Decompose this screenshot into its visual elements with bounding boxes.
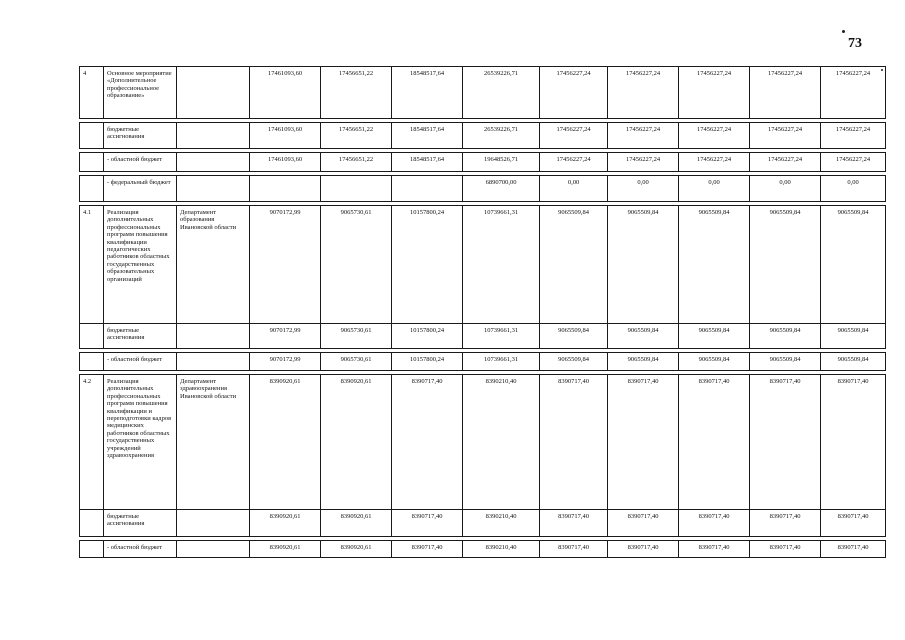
row-value-cell: 8390717,40 xyxy=(821,541,886,558)
row-label-cell: - областной бюджет xyxy=(104,353,177,371)
row-department-cell xyxy=(177,510,250,537)
row-value-cell: 8390717,40 xyxy=(540,510,608,537)
row-value-cell: 17461093,60 xyxy=(250,123,321,149)
row-value-cell: 9065509,84 xyxy=(821,206,886,324)
row-value-cell: 19648526,71 xyxy=(463,153,540,172)
row-value-cell: 8390210,40 xyxy=(463,541,540,558)
row-label-cell: Реализация дополнительных профессиональных программ повышения квалификации и переподготовки кадров медицинских работников областных государственных учреждений здравоохранения xyxy=(104,375,177,510)
table-row xyxy=(80,153,886,172)
row-label-cell: - областной бюджет xyxy=(104,541,177,558)
row-value-cell: 9065509,84 xyxy=(679,353,750,371)
row-value-cell: 10739661,31 xyxy=(463,353,540,371)
row-value-cell: 8390717,40 xyxy=(540,375,608,510)
scan-speck xyxy=(842,30,845,33)
row-label-cell: Основное мероприятие «Дополнительное профессиональное образование» xyxy=(104,67,177,119)
row-value-cell: 0,00 xyxy=(750,176,821,202)
table-row xyxy=(80,206,886,324)
page-number: 73 xyxy=(848,36,862,51)
table-row xyxy=(80,123,886,149)
row-value-cell: 10157800,24 xyxy=(392,206,463,324)
table-row xyxy=(80,324,886,349)
row-index-cell xyxy=(80,353,104,371)
row-department-cell xyxy=(177,176,250,202)
row-value-cell: 0,00 xyxy=(679,176,750,202)
row-value-cell: 9065509,84 xyxy=(608,206,679,324)
row-value-cell: 0,00 xyxy=(821,176,886,202)
table-row xyxy=(80,67,886,119)
row-value-cell: 8390920,61 xyxy=(321,375,392,510)
table-row xyxy=(80,176,886,202)
row-department-cell xyxy=(177,67,250,119)
row-index-cell: 4.2 xyxy=(80,375,104,510)
row-value-cell: 8390717,40 xyxy=(821,375,886,510)
row-value-cell: 9070172,99 xyxy=(250,206,321,324)
row-value-cell: 8390210,40 xyxy=(463,510,540,537)
row-value-cell: 17456227,24 xyxy=(679,123,750,149)
row-value-cell: 9065509,84 xyxy=(750,206,821,324)
row-value-cell: 8390920,61 xyxy=(250,375,321,510)
row-value-cell: 8390717,40 xyxy=(540,541,608,558)
row-department-cell: Департамент образования Ивановской области xyxy=(177,206,250,324)
row-value-cell: 17456227,24 xyxy=(750,123,821,149)
row-value-cell: 9065509,84 xyxy=(608,353,679,371)
row-value-cell: 17456227,24 xyxy=(821,153,886,172)
row-value-cell: 6890700,00 xyxy=(463,176,540,202)
row-label-cell: - федеральный бюджет xyxy=(104,176,177,202)
row-value-cell: 9065509,84 xyxy=(821,353,886,371)
row-value-cell: 9065509,84 xyxy=(679,324,750,349)
row-value-cell: 9070172,99 xyxy=(250,324,321,349)
row-value-cell: 8390717,40 xyxy=(608,375,679,510)
row-value-cell: 18548517,64 xyxy=(392,123,463,149)
table-row xyxy=(80,510,886,537)
row-department-cell xyxy=(177,324,250,349)
row-value-cell: 10739661,31 xyxy=(463,206,540,324)
row-value-cell: 8390920,61 xyxy=(250,510,321,537)
row-value-cell: 8390717,40 xyxy=(392,510,463,537)
row-value-cell: 10157800,24 xyxy=(392,324,463,349)
row-value-cell: 9065509,84 xyxy=(540,353,608,371)
row-index-cell xyxy=(80,153,104,172)
row-label-cell: бюджетные ассигнования xyxy=(104,123,177,149)
table-row xyxy=(80,353,886,371)
row-value-cell: 17461093,60 xyxy=(250,153,321,172)
table-row xyxy=(80,375,886,510)
row-value-cell: 17456227,24 xyxy=(540,67,608,119)
row-department-cell xyxy=(177,353,250,371)
row-value-cell: 0,00 xyxy=(608,176,679,202)
row-value-cell: 9065730,61 xyxy=(321,353,392,371)
row-value-cell: 8390717,40 xyxy=(750,510,821,537)
row-value-cell: 8390717,40 xyxy=(679,510,750,537)
row-label-cell: - областной бюджет xyxy=(104,153,177,172)
row-value-cell: 17456227,24 xyxy=(608,67,679,119)
row-value-cell: 17456227,24 xyxy=(679,67,750,119)
row-value-cell: 26539226,71 xyxy=(463,67,540,119)
row-index-cell: 4 xyxy=(80,67,104,119)
row-value-cell: 10739661,31 xyxy=(463,324,540,349)
row-value-cell: 17456227,24 xyxy=(608,123,679,149)
row-label-cell: Реализация дополнительных профессиональных программ повышения квалификации педагогических работников областных государственных образовательных организаций xyxy=(104,206,177,324)
row-index-cell xyxy=(80,541,104,558)
table-row xyxy=(80,541,886,558)
row-value-cell: 8390717,40 xyxy=(750,541,821,558)
budget-table xyxy=(79,66,886,558)
row-value-cell: 8390920,61 xyxy=(321,510,392,537)
row-value-cell: 9065730,61 xyxy=(321,324,392,349)
row-index-cell xyxy=(80,510,104,537)
row-department-cell: Департамент здравоохранения Ивановской области xyxy=(177,375,250,510)
row-index-cell: 4.1 xyxy=(80,206,104,324)
row-value-cell: 8390717,40 xyxy=(392,375,463,510)
row-value-cell: 0,00 xyxy=(540,176,608,202)
row-value-cell: 9065730,61 xyxy=(321,206,392,324)
row-value-cell: 17456227,24 xyxy=(821,67,886,119)
row-value-cell: 8390920,61 xyxy=(250,541,321,558)
row-value-cell: 17456651,22 xyxy=(321,153,392,172)
row-value-cell: 18548517,64 xyxy=(392,67,463,119)
row-value-cell xyxy=(392,176,463,202)
row-value-cell: 9070172,99 xyxy=(250,353,321,371)
row-value-cell: 8390717,40 xyxy=(821,510,886,537)
row-value-cell: 8390920,61 xyxy=(321,541,392,558)
row-value-cell: 9065509,84 xyxy=(750,353,821,371)
row-value-cell: 17456227,24 xyxy=(821,123,886,149)
row-value-cell: 26539226,71 xyxy=(463,123,540,149)
row-department-cell xyxy=(177,153,250,172)
row-value-cell: 8390717,40 xyxy=(608,541,679,558)
row-value-cell: 17456227,24 xyxy=(750,67,821,119)
row-value-cell: 8390717,40 xyxy=(392,541,463,558)
row-value-cell: 17456227,24 xyxy=(679,153,750,172)
row-value-cell: 8390717,40 xyxy=(679,541,750,558)
row-index-cell xyxy=(80,324,104,349)
row-value-cell: 17456227,24 xyxy=(540,153,608,172)
row-value-cell: 8390717,40 xyxy=(750,375,821,510)
row-department-cell xyxy=(177,541,250,558)
row-value-cell: 9065509,84 xyxy=(750,324,821,349)
row-index-cell xyxy=(80,123,104,149)
row-index-cell xyxy=(80,176,104,202)
row-label-cell: бюджетные ассигнования xyxy=(104,324,177,349)
row-value-cell: 17461093,60 xyxy=(250,67,321,119)
row-value-cell: 8390717,40 xyxy=(679,375,750,510)
row-value-cell: 9065509,84 xyxy=(679,206,750,324)
row-value-cell: 8390717,40 xyxy=(608,510,679,537)
row-value-cell: 10157800,24 xyxy=(392,353,463,371)
row-value-cell xyxy=(250,176,321,202)
row-value-cell: 9065509,84 xyxy=(540,206,608,324)
row-value-cell xyxy=(321,176,392,202)
row-value-cell: 17456227,24 xyxy=(608,153,679,172)
row-value-cell: 17456227,24 xyxy=(540,123,608,149)
row-label-cell: бюджетные ассигнования xyxy=(104,510,177,537)
row-value-cell: 9065509,84 xyxy=(540,324,608,349)
row-value-cell: 18548517,64 xyxy=(392,153,463,172)
row-value-cell: 9065509,84 xyxy=(608,324,679,349)
row-value-cell: 17456651,22 xyxy=(321,123,392,149)
row-department-cell xyxy=(177,123,250,149)
row-value-cell: 17456227,24 xyxy=(750,153,821,172)
row-value-cell: 17456651,22 xyxy=(321,67,392,119)
row-value-cell: 9065509,84 xyxy=(821,324,886,349)
row-value-cell: 8390210,40 xyxy=(463,375,540,510)
